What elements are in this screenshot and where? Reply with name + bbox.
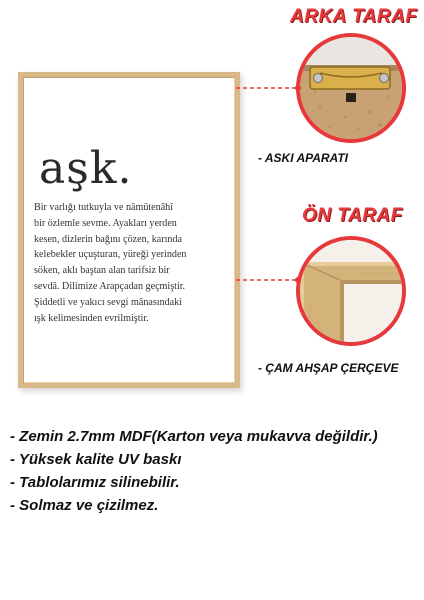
poster-line: Şiddetli ve yakıcı sevgi mânasındaki — [34, 296, 183, 308]
poster-line: Bir varlığı tutkuyla ve nâmütenâhî — [34, 202, 174, 213]
hanger-caption: - ASKI APARATI — [258, 151, 348, 165]
poster-line: kesen, dizlerin bağını çözen, karında — [34, 233, 182, 245]
feature-item: - Zemin 2.7mm MDF(Karton veya mukavva değildir.) — [10, 428, 378, 445]
poster-line: söken, aklı baştan alan tarifsiz bir — [34, 265, 170, 277]
feature-item: - Yüksek kalite UV baskı — [10, 451, 182, 468]
product-features-list — [10, 425, 378, 517]
back-side-connector — [232, 80, 304, 110]
front-side-connector — [232, 270, 304, 300]
front-side-heading: ÖN TARAF — [302, 205, 403, 226]
back-side-heading: ARKA TARAF — [290, 6, 418, 27]
hanger-detail-image — [296, 33, 406, 143]
frame-caption: - ÇAM AHŞAP ÇERÇEVE — [258, 361, 399, 375]
poster-line: kelebekler uçuşturan, yüreği yerinden — [34, 249, 187, 261]
poster-title: aşk. — [39, 143, 133, 194]
poster-line: sevdâ. Dilimize Arapçadan geçmiştir. — [34, 280, 186, 292]
frame-corner-detail-image — [296, 236, 406, 346]
feature-item: - Solmaz ve çizilmez. — [10, 497, 159, 514]
poster-definition-text — [34, 200, 238, 326]
poster-line: bir özlemle sevme. Ayakları yerden — [34, 217, 177, 229]
feature-item: - Tablolarımız silinebilir. — [10, 474, 180, 491]
poster-line: ışk kelimesinden evrilmiştir. — [34, 312, 149, 324]
framed-poster — [18, 72, 240, 388]
